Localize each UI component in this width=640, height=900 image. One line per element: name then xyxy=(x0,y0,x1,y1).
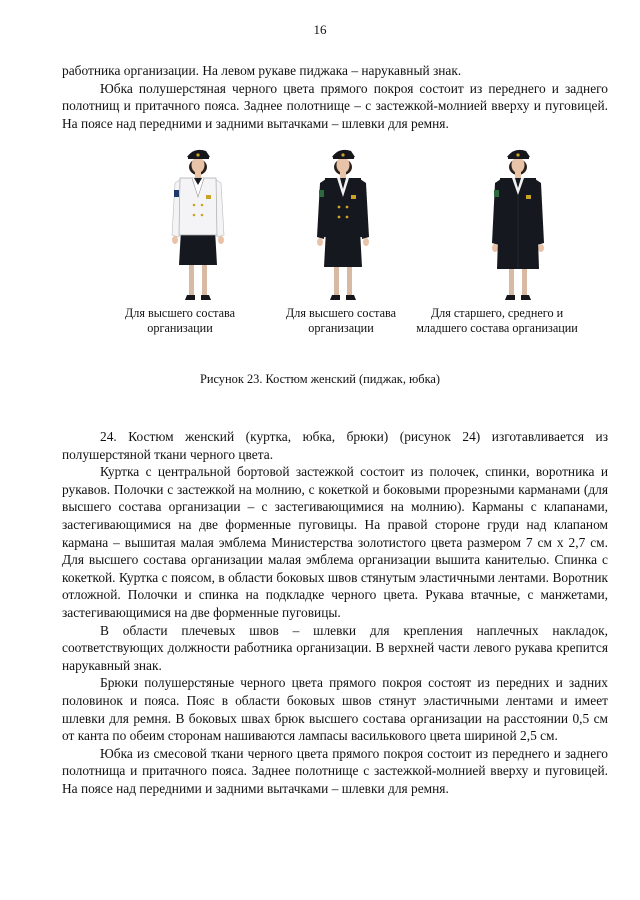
paragraph: Юбка из смесовой ткани черного цвета прямого покроя состоит из переднего и заднего полотнища и притачного пояса. Заднее полотнище с застежкой-молнией вверху и пуговицей. На поясе над передними и задними вытачками – шлевки для ремня. xyxy=(62,745,608,796)
caption-senior-white: Для высшего состава организации xyxy=(124,306,236,335)
caption-junior: Для старшего, среднего и младшего состава организации xyxy=(416,306,578,335)
paragraph: Юбка полушерстяная черного цвета прямого покроя состоит из переднего и заднего полотнищ и притачного пояса. Заднее полотнище – с застежкой-молнией вверху и пуговицей. На поясе над передними и задними вытачками – шлевки для ремня. xyxy=(62,80,608,131)
paragraph: Брюки полушерстяные черного цвета прямого покроя состоят из передних и задних половинок и пояса. Пояс в области боковых швов стянут эластичными лентами и имеет шлевки для ремня. В боковых швах брюк высшего состава организации на расстоянии 0,5 см от канта по обеим сторонам нашиваются лампасы василькового цвета шириной 2,5 см. xyxy=(62,675,608,744)
caption-senior-black: Для высшего состава организации xyxy=(285,306,397,335)
main-text xyxy=(62,428,608,797)
figure-white-jacket xyxy=(172,150,224,300)
paragraph: 24. Костюм женский (куртка, юбка, брюки) (рисунок 24) изготавливается из полушерстяной ткани черного цвета. xyxy=(62,429,608,462)
figure-black-coat xyxy=(492,150,544,300)
figure-23 xyxy=(0,140,640,370)
paragraph: Куртка с центральной бортовой застежкой состоит из полочек, спинки, воротника и рукавов. Полочки с застежкой на молнию, с кокеткой и боковыми прорезными карманами (для высшего состава организации – с застегивающимися на молнию). Карманы с клапанами, застегивающимися на две форменные пуговицы. На правой стороне груди над клапаном кармана – вышитая малая эмблема Министерства золотистого цвета размером 7 см х 2,7 см. Для высшего состава организации малая эмблема организации вышита канителью. Спинка с кокеткой. Куртка с поясом, в области боковых швов стянутым эластичными лентами. Воротник отложной. Полочки и спинка на подкладке черного цвета. Рукава втачные, с манжетами, застегивающимися на две форменные пуговицы. xyxy=(62,464,608,620)
top-text xyxy=(62,62,608,132)
page-number: 16 xyxy=(313,22,327,37)
figure-black-jacket xyxy=(317,150,369,300)
figure-title: Рисунок 23. Костюм женский (пиджак, юбка) xyxy=(199,372,441,386)
paragraph: работника организации. На левом рукаве пиджака – нарукавный знак. xyxy=(62,63,462,78)
paragraph: В области плечевых швов – шлевки для крепления наплечных накладок, соответствующих должности работника организации. В верхней части левого рукава крепится нарукавный знак. xyxy=(62,622,608,673)
